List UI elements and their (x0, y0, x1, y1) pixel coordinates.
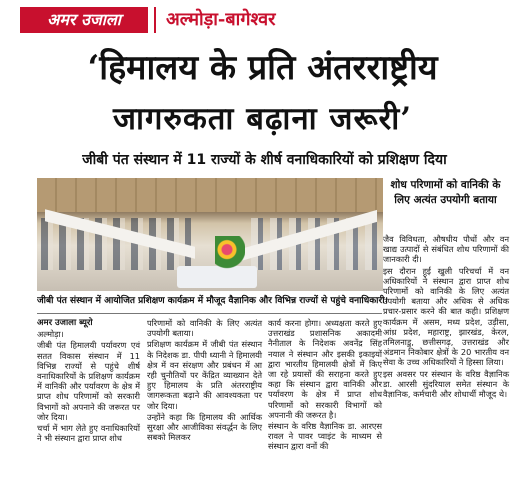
article-column-1 (37, 318, 140, 484)
paragraph: उन्होंने कहा कि हिमालय की आर्थिक सुरक्षा और आजीविका संवर्द्धन के लिए सबको मिलकर (147, 411, 262, 443)
byline: अमर उजाला ब्यूरो (37, 318, 93, 328)
headline-line-1: ‘हिमालय के प्रति अंतरराष्ट्रीय (87, 48, 438, 88)
newspaper-logo: अमर उजाला (20, 7, 148, 33)
paragraph: संस्थान के वरिष्ठ वैज्ञानिक डा. आरएस रावल ने पावर प्वाइंट के माध्यम से संस्थान द्वारा वनों की (268, 421, 382, 452)
section-divider (37, 313, 382, 314)
article-column-3 (268, 318, 382, 484)
article-column-2 (147, 318, 262, 484)
subheadline: जीबी पंत संस्थान में 11 राज्यों के शीर्ष वनाधिकारियों को प्रशिक्षण दिया (82, 152, 447, 168)
paragraph: कार्य करना होगा। अध्यक्षता करते हुए उत्तराखंड प्रशासनिक अकादमी नैनीताल के निदेशक अवनेंद्र सिंह नयाल ने संस्थान और इसकी इकाइयों द्वारा भारतीय हिमालयी क्षेत्रों में किए जा रहे प्रयासों की सराहना करते हुए कहा कि संस्थान द्वारा वानिकी और पर्यावरण के क्षेत्र में प्राप्त शोध परिणामों को सरकारी विभागों को अपनानी की जरूरत है। (268, 318, 382, 420)
paragraph: परिणामों को वानिकी के लिए अत्यंत उपयोगी बताया। (147, 318, 262, 339)
photo-wall-panel (37, 178, 383, 212)
pull-quote: शोध परिणामों को वानिकी के लिए अत्यंत उपयोगी बताया (383, 178, 508, 226)
paragraph: जीबी पंत हिमालयी पर्यावरण एवं सतत विकास संस्थान में 11 विभिन्न राज्यों से पहुंचे शीर्ष वनाधिकारियों के प्रशिक्षण कार्यक्रम में वानिकी और पर्यावरण के क्षेत्र में प्राप्त शोध परिणामों को सरकारी विभागों को अपनाने की जरूरत पर जोर दिया। (37, 340, 140, 422)
dateline: अल्मोड़ा। (37, 329, 64, 340)
headline-line-2: जागरुकता बढ़ाना जरूरी’ (112, 101, 413, 137)
photo-caption: जीबी पंत संस्थान में आयोजित प्रशिक्षण कार्यक्रम में मौजूद वैज्ञानिक और विभिन्न राज्यों से पहुंचे वनाधिकारी। (37, 296, 388, 306)
paragraph: इस दौरान हुई खुली परिचर्चा में वन अधिकारियों ने संस्थान द्वारा प्राप्त शोध परिणामों को वानिकी के लिए अत्यंत उपयोगी बताया और अधिक से अधिक प्रचार-प्रसार करने की बात कही। प्रशिक्षण कार्यक्रम में असम, मध्य प्रदेश, उड़ीसा, आंध्र प्रदेश, महाराष्ट्र, झारखंड, केरल, तमिलनाडु, छत्तीसगढ़, उत्तराखंड और अंडमान निकोबार क्षेत्रों के 20 भारतीय वन सेवा के उच्च अधिकारियों ने हिस्सा लिया। (383, 265, 509, 368)
edition-label: अल्मोड़ा-बागेश्वर (154, 7, 364, 33)
paragraph: प्रशिक्षण कार्यक्रम में जीबी पंत संस्थान के निदेशक डा. पीपी ध्यानी ने हिमालयी क्षेत्र में वन संरक्षण और प्रबंधन में आ रही चुनौतियों पर केंद्रित व्याख्यान देते हुए हिमालय के प्रति अंतरराष्ट्रीय जागरूकता बढ़ाने की आवश्यकता पर जोर दिया। (147, 339, 262, 411)
masthead (0, 0, 525, 40)
paragraph: इस अवसर पर संस्थान के वरिष्ठ वैज्ञानिक डा. आरसी सुंदरियाल समेत संस्थान के वैज्ञानिक, कर्मचारी और शोधार्थी मौजूद थे। (383, 368, 509, 400)
paragraph: जैव विविधता, औषधीय पौधों और वन खाद्य उत्पादों से संबंधित शोध परिणामों की जानकारी दी। (383, 234, 509, 265)
paragraph: चर्चा में भाग लेते हुए वनाधिकारियों ने भी संस्थान द्वारा प्राप्त शोध (37, 423, 140, 444)
article-column-right (383, 234, 509, 484)
news-photo (37, 178, 383, 291)
photo-flower-arrangement (215, 236, 245, 270)
